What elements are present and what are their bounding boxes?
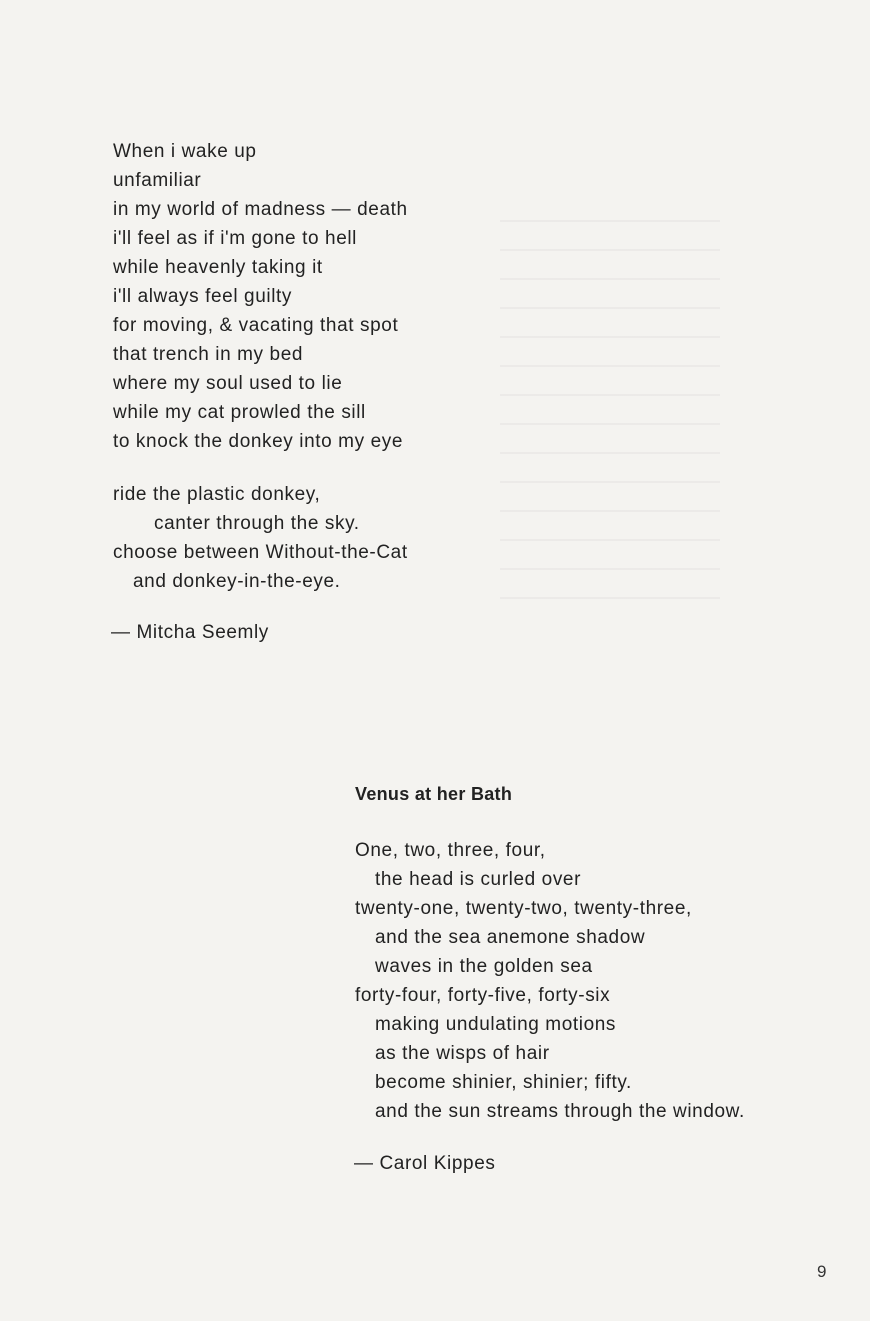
poem-line: that trench in my bed — [113, 344, 304, 365]
poem-1-body — [113, 137, 408, 596]
poem-line: i'll feel as if i'm gone to hell — [113, 228, 358, 249]
poem-line: and donkey-in-the-eye. — [133, 571, 341, 592]
poem-2-title: Venus at her Bath — [355, 784, 513, 804]
poem-stanza — [113, 137, 408, 456]
poem-line: while my cat prowled the sill — [113, 402, 366, 423]
poem-line: waves in the golden sea — [375, 956, 593, 977]
poem-line: to knock the donkey into my eye — [113, 431, 404, 452]
bleed-through-texture — [500, 220, 720, 600]
poem-line: making undulating motions — [375, 1014, 617, 1035]
poem-line: canter through the sky. — [154, 513, 360, 534]
poem-line: for moving, & vacating that spot — [113, 315, 399, 336]
poem-1-author: — Mitcha Seemly — [111, 622, 269, 643]
poem-line: where my soul used to lie — [113, 373, 343, 394]
poem-line: and the sea anemone shadow — [375, 927, 646, 948]
poem-line: ride the plastic donkey, — [113, 484, 321, 505]
poem-2-author: — Carol Kippes — [354, 1153, 496, 1174]
poem-stanza — [113, 480, 408, 596]
poem-line: become shinier, shinier; fifty. — [375, 1072, 632, 1093]
poem-2-body — [355, 836, 745, 1126]
poem-line: When i wake up — [113, 141, 257, 162]
poem-line: as the wisps of hair — [375, 1043, 550, 1064]
poem-line: choose between Without-the-Cat — [113, 542, 408, 563]
poem-line: unfamiliar — [113, 170, 202, 191]
poem-line: the head is curled over — [375, 869, 582, 890]
poem-line: and the sun streams through the window. — [375, 1101, 745, 1122]
poem-line: twenty-one, twenty-two, twenty-three, — [355, 898, 692, 919]
poem-line: One, two, three, four, — [355, 840, 546, 861]
poem-line: i'll always feel guilty — [113, 286, 292, 307]
poem-line: in my world of madness — death — [113, 199, 408, 220]
poem-line: forty-four, forty-five, forty-six — [355, 985, 611, 1006]
poem-line: while heavenly taking it — [113, 257, 323, 278]
page-number: 9 — [817, 1262, 827, 1281]
